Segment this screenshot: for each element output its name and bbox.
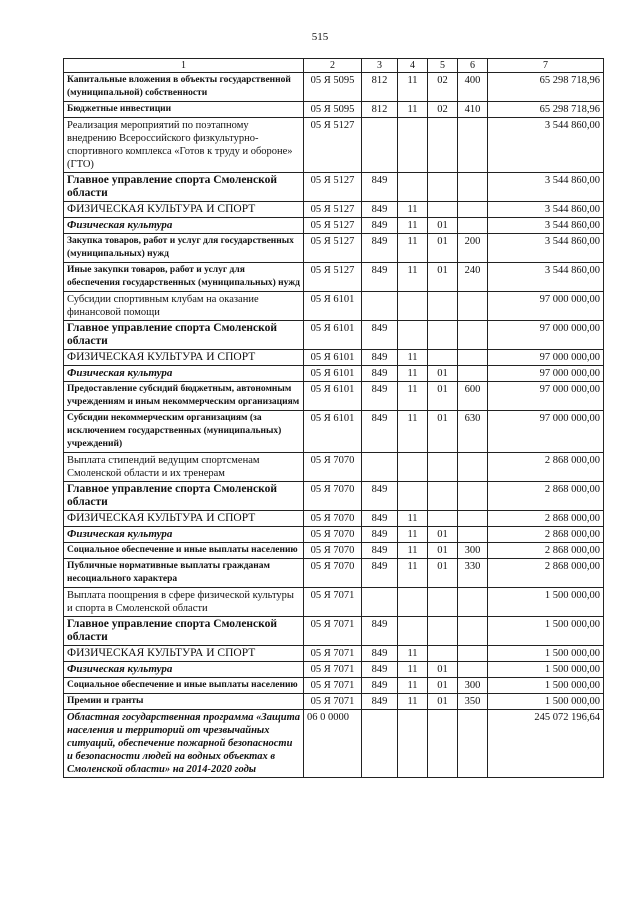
table-row xyxy=(64,102,604,118)
row-section-cell xyxy=(398,588,428,617)
row-ministry-cell xyxy=(362,118,398,173)
row-section-cell xyxy=(398,173,428,202)
row-amount-cell: 97 000 000,00 xyxy=(488,350,604,366)
row-name-cell: Выплата стипендий ведущим спортсменам Смоленской области и их тренерам xyxy=(64,453,304,482)
table-row xyxy=(64,694,604,710)
row-section-cell xyxy=(398,292,428,321)
table-row xyxy=(64,382,604,411)
row-type-cell xyxy=(458,350,488,366)
row-amount-cell: 65 298 718,96 xyxy=(488,73,604,102)
row-amount-cell: 245 072 196,64 xyxy=(488,710,604,778)
table-row xyxy=(64,678,604,694)
row-code-cell: 05 Я 6101 xyxy=(304,411,362,453)
table-row xyxy=(64,411,604,453)
row-ministry-cell: 849 xyxy=(362,543,398,559)
row-subsection-cell xyxy=(428,617,458,646)
table-body xyxy=(64,73,604,778)
row-type-cell: 300 xyxy=(458,543,488,559)
row-code-cell: 05 Я 5095 xyxy=(304,73,362,102)
row-subsection-cell xyxy=(428,118,458,173)
table-row xyxy=(64,453,604,482)
row-amount-cell: 2 868 000,00 xyxy=(488,482,604,511)
row-ministry-cell: 849 xyxy=(362,411,398,453)
row-ministry-cell: 849 xyxy=(362,646,398,662)
table-row xyxy=(64,588,604,617)
row-subsection-cell: 01 xyxy=(428,678,458,694)
row-name-cell: Главное управление спорта Смоленской области xyxy=(64,321,304,350)
row-type-cell xyxy=(458,321,488,350)
row-code-cell: 05 Я 7070 xyxy=(304,511,362,527)
row-subsection-cell xyxy=(428,511,458,527)
row-amount-cell: 3 544 860,00 xyxy=(488,173,604,202)
header-col-6: 6 xyxy=(458,59,488,73)
row-section-cell xyxy=(398,453,428,482)
row-section-cell: 11 xyxy=(398,511,428,527)
table-row xyxy=(64,482,604,511)
row-ministry-cell: 812 xyxy=(362,73,398,102)
row-code-cell: 05 Я 6101 xyxy=(304,321,362,350)
row-code-cell: 05 Я 6101 xyxy=(304,366,362,382)
row-subsection-cell: 02 xyxy=(428,102,458,118)
row-type-cell xyxy=(458,118,488,173)
row-code-cell: 05 Я 5127 xyxy=(304,202,362,218)
row-subsection-cell: 01 xyxy=(428,662,458,678)
row-name-cell: Бюджетные инвестиции xyxy=(64,102,304,118)
row-code-cell: 06 0 0000 xyxy=(304,710,362,778)
row-ministry-cell: 849 xyxy=(362,202,398,218)
row-section-cell: 11 xyxy=(398,366,428,382)
row-subsection-cell: 01 xyxy=(428,218,458,234)
row-type-cell: 410 xyxy=(458,102,488,118)
table-row xyxy=(64,234,604,263)
row-subsection-cell xyxy=(428,350,458,366)
row-amount-cell: 1 500 000,00 xyxy=(488,662,604,678)
row-ministry-cell: 849 xyxy=(362,350,398,366)
row-section-cell: 11 xyxy=(398,202,428,218)
row-type-cell xyxy=(458,366,488,382)
row-amount-cell: 97 000 000,00 xyxy=(488,292,604,321)
row-amount-cell: 65 298 718,96 xyxy=(488,102,604,118)
table-row xyxy=(64,350,604,366)
header-col-2: 2 xyxy=(304,59,362,73)
row-code-cell: 05 Я 6101 xyxy=(304,350,362,366)
row-name-cell: Социальное обеспечение и иные выплаты населению xyxy=(64,543,304,559)
row-type-cell: 200 xyxy=(458,234,488,263)
row-ministry-cell: 849 xyxy=(362,173,398,202)
row-section-cell: 11 xyxy=(398,559,428,588)
row-subsection-cell xyxy=(428,588,458,617)
row-code-cell: 05 Я 6101 xyxy=(304,292,362,321)
row-section-cell xyxy=(398,617,428,646)
row-subsection-cell: 01 xyxy=(428,234,458,263)
header-col-5: 5 xyxy=(428,59,458,73)
row-ministry-cell: 849 xyxy=(362,511,398,527)
table-row xyxy=(64,617,604,646)
row-name-cell: Физическая культура xyxy=(64,527,304,543)
row-ministry-cell: 849 xyxy=(362,366,398,382)
row-ministry-cell: 849 xyxy=(362,263,398,292)
row-ministry-cell xyxy=(362,453,398,482)
table-row xyxy=(64,263,604,292)
row-section-cell xyxy=(398,482,428,511)
row-code-cell: 05 Я 5127 xyxy=(304,173,362,202)
row-ministry-cell: 849 xyxy=(362,694,398,710)
row-section-cell xyxy=(398,710,428,778)
row-code-cell: 05 Я 7070 xyxy=(304,482,362,511)
row-ministry-cell: 849 xyxy=(362,527,398,543)
table-row xyxy=(64,543,604,559)
row-amount-cell: 2 868 000,00 xyxy=(488,511,604,527)
row-name-cell: Иные закупки товаров, работ и услуг для обеспечения государственных (муниципальных) нужд xyxy=(64,263,304,292)
row-name-cell: Главное управление спорта Смоленской области xyxy=(64,482,304,511)
row-ministry-cell: 849 xyxy=(362,382,398,411)
row-name-cell: Социальное обеспечение и иные выплаты населению xyxy=(64,678,304,694)
row-ministry-cell: 849 xyxy=(362,482,398,511)
row-subsection-cell: 02 xyxy=(428,73,458,102)
row-name-cell: ФИЗИЧЕСКАЯ КУЛЬТУРА И СПОРТ xyxy=(64,646,304,662)
row-type-cell xyxy=(458,662,488,678)
row-name-cell: Главное управление спорта Смоленской области xyxy=(64,173,304,202)
budget-table xyxy=(63,58,604,778)
row-amount-cell: 1 500 000,00 xyxy=(488,646,604,662)
row-code-cell: 05 Я 5127 xyxy=(304,218,362,234)
row-name-cell: Областная государственная программа «Защита населения и территорий от чрезвычайных ситуаций, обеспечение пожарной безопасности и безопасности людей на водных объектах в Смоленской области» на 2014-2020 годы xyxy=(64,710,304,778)
row-type-cell: 300 xyxy=(458,678,488,694)
row-name-cell: Закупка товаров, работ и услуг для государственных (муниципальных) нужд xyxy=(64,234,304,263)
row-amount-cell: 97 000 000,00 xyxy=(488,382,604,411)
row-type-cell xyxy=(458,218,488,234)
table-row xyxy=(64,511,604,527)
row-type-cell xyxy=(458,646,488,662)
row-subsection-cell xyxy=(428,710,458,778)
row-name-cell: Физическая культура xyxy=(64,366,304,382)
row-code-cell: 05 Я 7071 xyxy=(304,662,362,678)
table-row xyxy=(64,202,604,218)
row-code-cell: 05 Я 5095 xyxy=(304,102,362,118)
row-amount-cell: 2 868 000,00 xyxy=(488,543,604,559)
row-type-cell xyxy=(458,292,488,321)
row-ministry-cell: 849 xyxy=(362,678,398,694)
row-type-cell xyxy=(458,527,488,543)
table-row xyxy=(64,710,604,778)
row-name-cell: Премии и гранты xyxy=(64,694,304,710)
row-amount-cell: 3 544 860,00 xyxy=(488,263,604,292)
row-code-cell: 05 Я 7071 xyxy=(304,678,362,694)
row-section-cell: 11 xyxy=(398,102,428,118)
row-ministry-cell: 849 xyxy=(362,617,398,646)
row-section-cell: 11 xyxy=(398,411,428,453)
row-code-cell: 05 Я 5127 xyxy=(304,263,362,292)
row-section-cell: 11 xyxy=(398,527,428,543)
table-row xyxy=(64,292,604,321)
table-row xyxy=(64,73,604,102)
row-section-cell: 11 xyxy=(398,662,428,678)
row-code-cell: 05 Я 6101 xyxy=(304,382,362,411)
row-type-cell: 600 xyxy=(458,382,488,411)
row-code-cell: 05 Я 7071 xyxy=(304,588,362,617)
row-section-cell: 11 xyxy=(398,646,428,662)
row-amount-cell: 2 868 000,00 xyxy=(488,527,604,543)
row-section-cell: 11 xyxy=(398,543,428,559)
row-code-cell: 05 Я 7071 xyxy=(304,617,362,646)
row-amount-cell: 97 000 000,00 xyxy=(488,321,604,350)
row-amount-cell: 3 544 860,00 xyxy=(488,234,604,263)
row-name-cell: ФИЗИЧЕСКАЯ КУЛЬТУРА И СПОРТ xyxy=(64,511,304,527)
row-amount-cell: 1 500 000,00 xyxy=(488,617,604,646)
row-code-cell: 05 Я 7071 xyxy=(304,646,362,662)
row-section-cell: 11 xyxy=(398,694,428,710)
row-amount-cell: 97 000 000,00 xyxy=(488,366,604,382)
table-row xyxy=(64,646,604,662)
row-type-cell: 330 xyxy=(458,559,488,588)
row-ministry-cell: 849 xyxy=(362,321,398,350)
row-section-cell: 11 xyxy=(398,382,428,411)
row-amount-cell: 1 500 000,00 xyxy=(488,588,604,617)
row-amount-cell: 97 000 000,00 xyxy=(488,411,604,453)
row-section-cell: 11 xyxy=(398,263,428,292)
row-amount-cell: 3 544 860,00 xyxy=(488,118,604,173)
table-row xyxy=(64,559,604,588)
page-number: 515 xyxy=(311,31,329,43)
row-section-cell xyxy=(398,321,428,350)
row-subsection-cell: 01 xyxy=(428,543,458,559)
row-ministry-cell: 849 xyxy=(362,234,398,263)
row-subsection-cell xyxy=(428,321,458,350)
row-subsection-cell: 01 xyxy=(428,559,458,588)
row-amount-cell: 2 868 000,00 xyxy=(488,453,604,482)
row-name-cell: Выплата поощрения в сфере физической культуры и спорта в Смоленской области xyxy=(64,588,304,617)
row-type-cell: 350 xyxy=(458,694,488,710)
row-ministry-cell: 849 xyxy=(362,662,398,678)
header-col-4: 4 xyxy=(398,59,428,73)
row-subsection-cell xyxy=(428,453,458,482)
row-subsection-cell xyxy=(428,646,458,662)
row-amount-cell: 3 544 860,00 xyxy=(488,202,604,218)
row-type-cell: 240 xyxy=(458,263,488,292)
row-section-cell: 11 xyxy=(398,218,428,234)
row-ministry-cell xyxy=(362,292,398,321)
table-row xyxy=(64,118,604,173)
row-type-cell xyxy=(458,617,488,646)
row-type-cell xyxy=(458,482,488,511)
row-name-cell: Предоставление субсидий бюджетным, автономным учреждениям и иным некоммерческим организациям xyxy=(64,382,304,411)
row-subsection-cell xyxy=(428,482,458,511)
row-type-cell xyxy=(458,710,488,778)
row-name-cell: Главное управление спорта Смоленской области xyxy=(64,617,304,646)
row-section-cell: 11 xyxy=(398,234,428,263)
row-name-cell: Субсидии некоммерческим организациям (за исключением государственных (муниципальных) учреждений) xyxy=(64,411,304,453)
row-subsection-cell: 01 xyxy=(428,263,458,292)
row-code-cell: 05 Я 5127 xyxy=(304,118,362,173)
header-row xyxy=(64,59,604,73)
row-subsection-cell xyxy=(428,173,458,202)
row-section-cell: 11 xyxy=(398,678,428,694)
row-subsection-cell: 01 xyxy=(428,366,458,382)
row-code-cell: 05 Я 7070 xyxy=(304,453,362,482)
row-type-cell xyxy=(458,453,488,482)
header-col-1: 1 xyxy=(64,59,304,73)
row-ministry-cell: 849 xyxy=(362,218,398,234)
table-row xyxy=(64,366,604,382)
row-section-cell: 11 xyxy=(398,350,428,366)
row-amount-cell: 1 500 000,00 xyxy=(488,694,604,710)
row-amount-cell: 1 500 000,00 xyxy=(488,678,604,694)
row-type-cell: 630 xyxy=(458,411,488,453)
row-ministry-cell: 849 xyxy=(362,559,398,588)
row-subsection-cell: 01 xyxy=(428,527,458,543)
row-code-cell: 05 Я 7071 xyxy=(304,694,362,710)
table-row xyxy=(64,173,604,202)
row-subsection-cell xyxy=(428,292,458,321)
row-code-cell: 05 Я 7070 xyxy=(304,527,362,543)
row-name-cell: Капитальные вложения в объекты государственной (муниципальной) собственности xyxy=(64,73,304,102)
table-row xyxy=(64,662,604,678)
row-amount-cell: 2 868 000,00 xyxy=(488,559,604,588)
header-col-3: 3 xyxy=(362,59,398,73)
row-amount-cell: 3 544 860,00 xyxy=(488,218,604,234)
table-row xyxy=(64,218,604,234)
table-row xyxy=(64,527,604,543)
row-name-cell: Физическая культура xyxy=(64,218,304,234)
row-type-cell xyxy=(458,511,488,527)
row-ministry-cell xyxy=(362,588,398,617)
row-name-cell: ФИЗИЧЕСКАЯ КУЛЬТУРА И СПОРТ xyxy=(64,202,304,218)
row-name-cell: Физическая культура xyxy=(64,662,304,678)
row-subsection-cell: 01 xyxy=(428,411,458,453)
row-name-cell: ФИЗИЧЕСКАЯ КУЛЬТУРА И СПОРТ xyxy=(64,350,304,366)
row-code-cell: 05 Я 7070 xyxy=(304,559,362,588)
row-code-cell: 05 Я 5127 xyxy=(304,234,362,263)
row-code-cell: 05 Я 7070 xyxy=(304,543,362,559)
row-subsection-cell: 01 xyxy=(428,694,458,710)
row-name-cell: Реализация мероприятий по поэтапному внедрению Всероссийского физкультурно-спортивного комплекса «Готов к труду и обороне» (ГТО) xyxy=(64,118,304,173)
row-ministry-cell: 812 xyxy=(362,102,398,118)
row-subsection-cell: 01 xyxy=(428,382,458,411)
row-section-cell xyxy=(398,118,428,173)
row-type-cell: 400 xyxy=(458,73,488,102)
row-section-cell: 11 xyxy=(398,73,428,102)
row-subsection-cell xyxy=(428,202,458,218)
row-type-cell xyxy=(458,588,488,617)
header-col-7: 7 xyxy=(488,59,604,73)
table-row xyxy=(64,321,604,350)
row-type-cell xyxy=(458,173,488,202)
row-type-cell xyxy=(458,202,488,218)
row-name-cell: Публичные нормативные выплаты гражданам несоциального характера xyxy=(64,559,304,588)
row-ministry-cell xyxy=(362,710,398,778)
row-name-cell: Субсидии спортивным клубам на оказание финансовой помощи xyxy=(64,292,304,321)
